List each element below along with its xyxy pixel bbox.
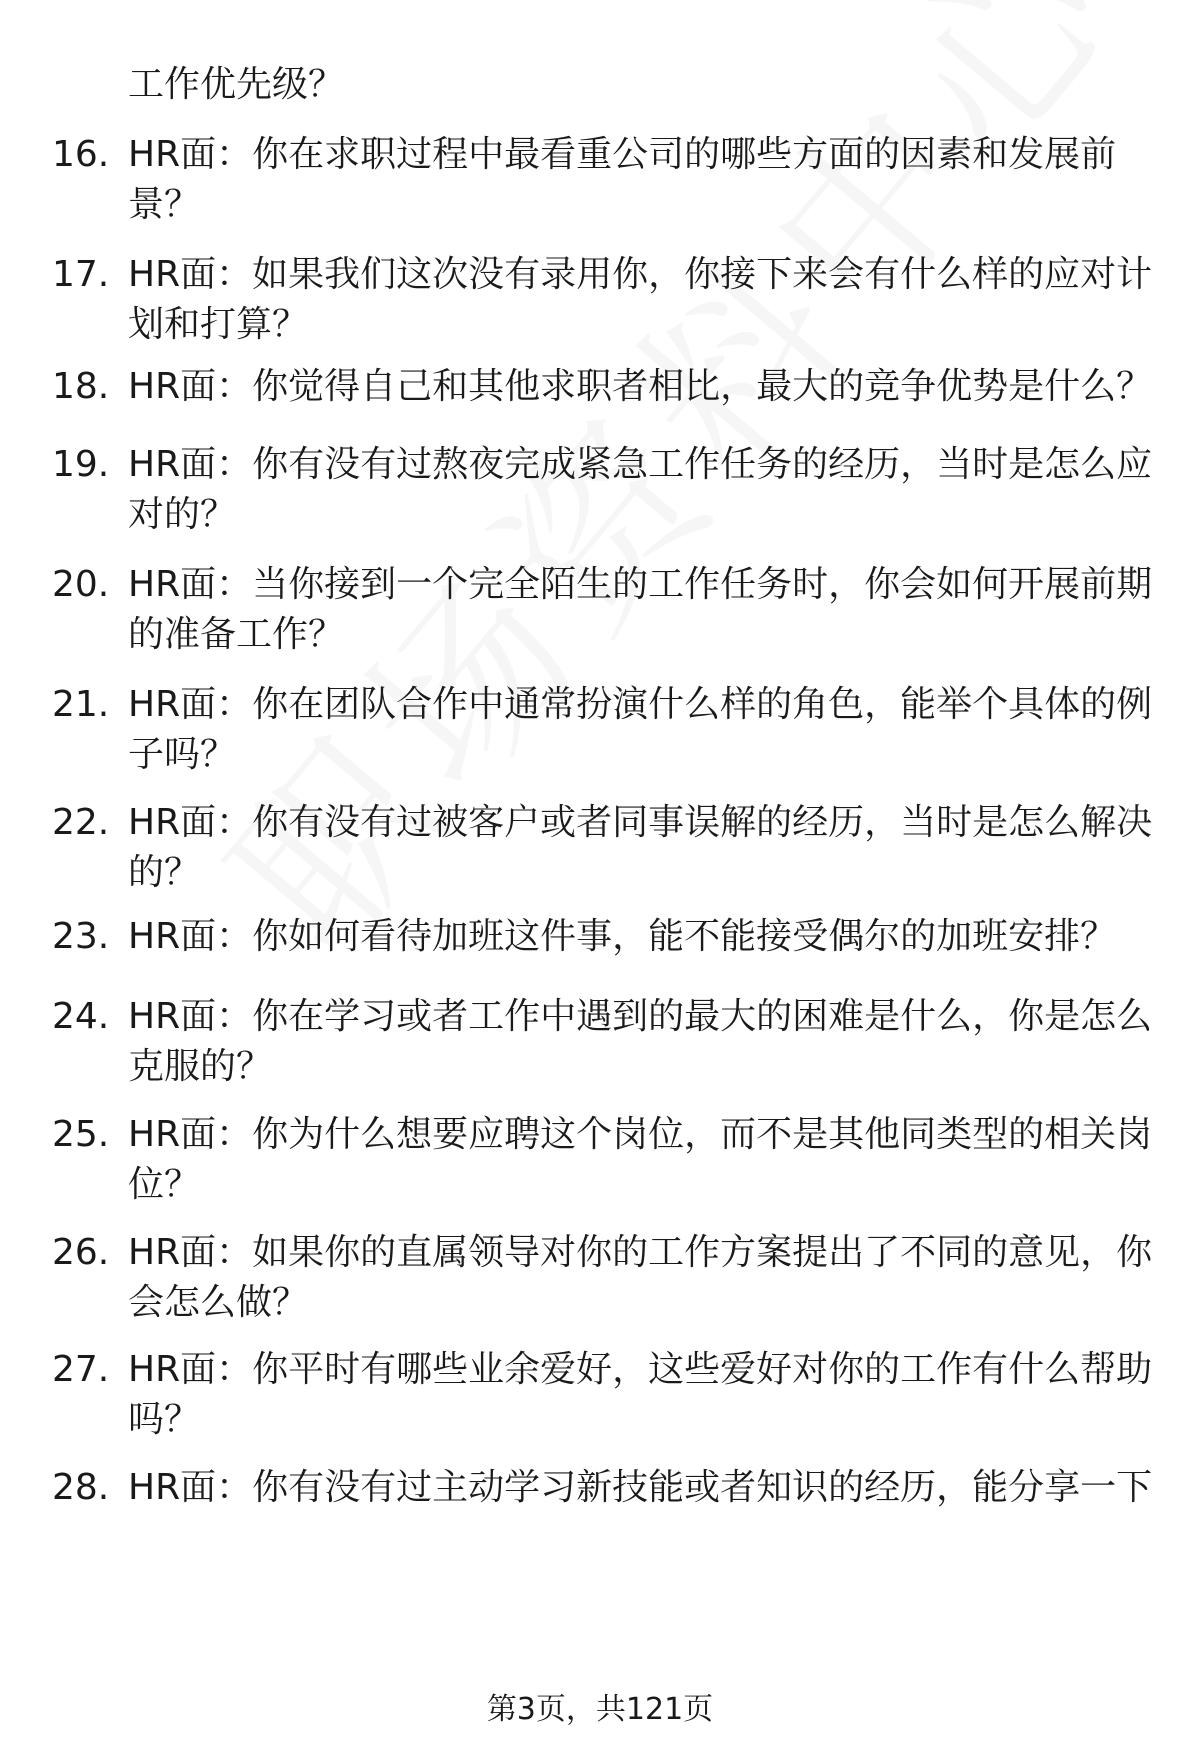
question-number: 19. — [52, 444, 110, 485]
question-text: HR面：你平时有哪些业余爱好，这些爱好对你的工作有什么帮助吗？ — [128, 1349, 1153, 1440]
question-text: HR面：你在求职过程中最看重公司的哪些方面的因素和发展前景？ — [128, 134, 1117, 225]
question-number: 24. — [52, 996, 110, 1037]
question-text: HR面：你有没有过主动学习新技能或者知识的经历，能分享一下 — [128, 1467, 1153, 1508]
question-text: HR面：如果你的直属领导对你的工作方案提出了不同的意见，你会怎么做？ — [128, 1232, 1153, 1323]
question-number: 27. — [52, 1349, 110, 1390]
question-number: 18. — [52, 366, 110, 407]
question-text: HR面：如果我们这次没有录用你，你接下来会有什么样的应对计划和打算？ — [128, 254, 1153, 345]
question-number: 28. — [52, 1467, 110, 1508]
question-text: HR面：你有没有过被客户或者同事误解的经历，当时是怎么解决的？ — [128, 802, 1153, 893]
question-number: 23. — [52, 916, 110, 957]
question-text: HR面：你在团队合作中通常扮演什么样的角色，能举个具体的例子吗？ — [128, 684, 1153, 775]
continuation-text: 工作优先级？ — [128, 64, 345, 105]
question-text: HR面：你为什么想要应聘这个岗位，而不是其他同类型的相关岗位？ — [128, 1114, 1153, 1205]
question-number: 21. — [52, 684, 110, 725]
question-number: 16. — [52, 134, 110, 175]
question-text: HR面：当你接到一个完全陌生的工作任务时，你会如何开展前期的准备工作？ — [128, 564, 1153, 655]
question-number: 20. — [52, 564, 110, 605]
question-text: HR面：你如何看待加班这件事，能不能接受偶尔的加班安排？ — [128, 916, 1117, 957]
question-number: 17. — [52, 254, 110, 295]
question-number: 22. — [52, 802, 110, 843]
question-text: HR面：你觉得自己和其他求职者相比，最大的竞争优势是什么？ — [128, 366, 1153, 407]
page-footer: 第3页，共121页 — [486, 1692, 714, 1727]
question-text: HR面：你在学习或者工作中遇到的最大的困难是什么，你是怎么克服的？ — [128, 996, 1153, 1087]
question-text: HR面：你有没有过熬夜完成紧急工作任务的经历，当时是怎么应对的？ — [128, 444, 1153, 535]
question-number: 26. — [52, 1232, 110, 1273]
question-number: 25. — [52, 1114, 110, 1155]
